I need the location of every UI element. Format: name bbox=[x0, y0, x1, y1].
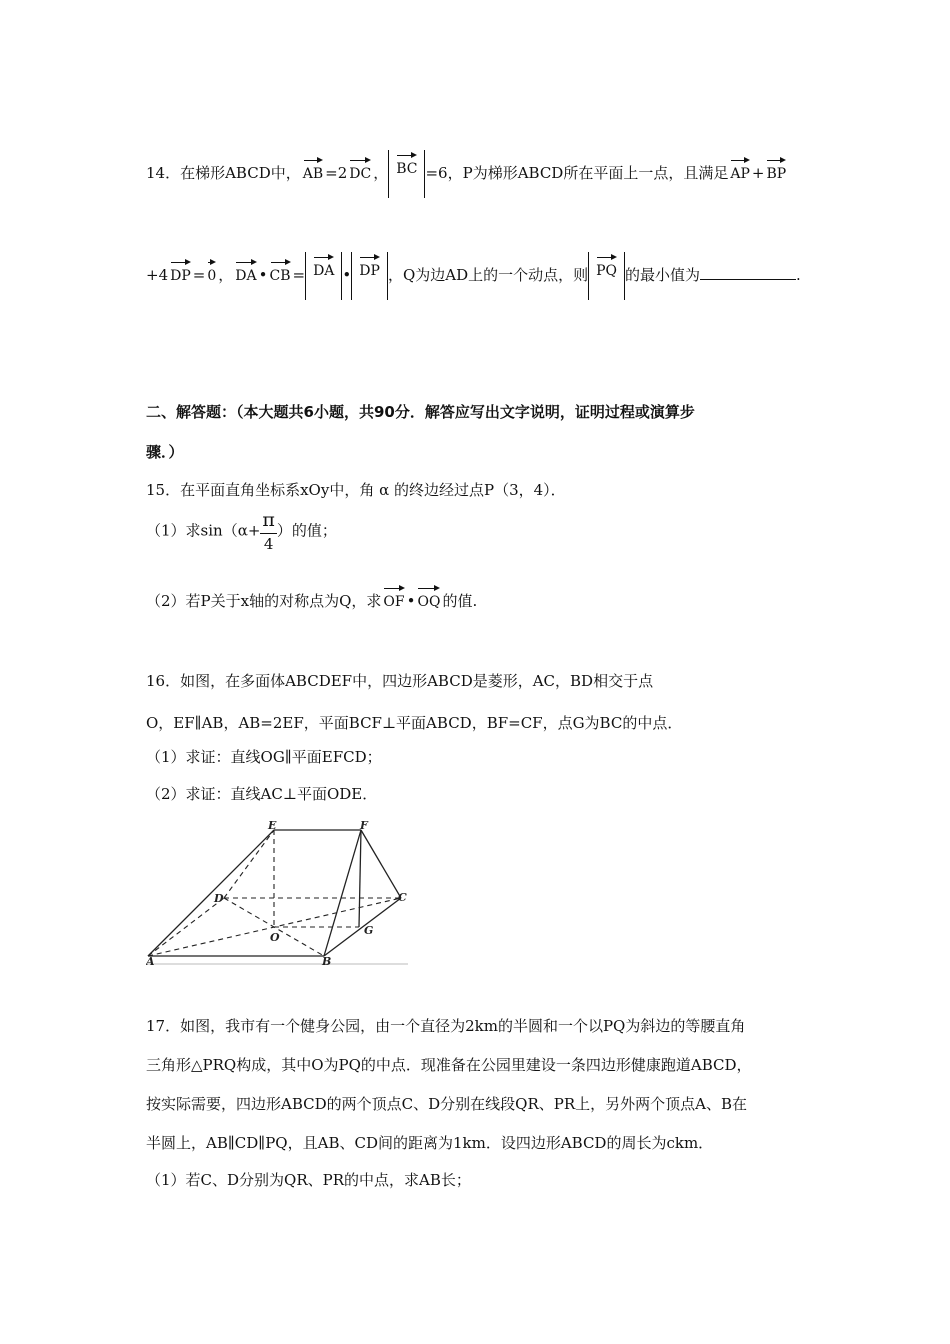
q15-part1-text-a: （1）求sin（α+ bbox=[146, 521, 261, 540]
q14-text-2g: . bbox=[796, 266, 801, 284]
label-b: B bbox=[322, 955, 332, 967]
vector-dp-abs: DP bbox=[359, 254, 380, 278]
label-f: F bbox=[360, 821, 368, 832]
vector-cb: CB bbox=[270, 259, 291, 283]
label-e: E bbox=[268, 821, 277, 832]
dot-operator: • bbox=[342, 266, 352, 284]
abs-bc bbox=[388, 150, 425, 198]
abs-pq bbox=[588, 252, 625, 300]
q15-stem: 15．在平面直角坐标系xOy中，角 α 的终边经过点P（3，4）． bbox=[146, 481, 566, 499]
vector-dp: DP bbox=[170, 259, 191, 283]
edge-de bbox=[224, 830, 274, 898]
section-heading-line1: 二、解答题：（本大题共6小题，共90分．解答应写出文字说明，证明过程或演算步 bbox=[146, 403, 695, 421]
edge-fc bbox=[361, 830, 401, 898]
q17-part1: （1）若C、D分别为QR、PR的中点，求AB长； bbox=[146, 1171, 471, 1189]
vector-of: OF bbox=[383, 585, 404, 609]
vector-dc: DC bbox=[349, 157, 371, 181]
edge-fg bbox=[359, 830, 361, 927]
q14-text-2b: = bbox=[192, 266, 206, 284]
fraction-pi-over-4 bbox=[260, 511, 277, 552]
q15-part2-text-b: 的值. bbox=[442, 592, 478, 610]
q17-line2: 三角形△PRQ构成，其中O为PQ的中点．现准备在公园里建设一条四边形健康跑道ABCD， bbox=[146, 1056, 752, 1074]
q15-part2 bbox=[146, 585, 477, 609]
answer-blank bbox=[700, 279, 796, 280]
vector-bc: BC bbox=[396, 152, 417, 176]
q14-text-2d: = bbox=[292, 266, 306, 284]
vector-da-abs: DA bbox=[313, 254, 334, 278]
abs-dp bbox=[351, 252, 388, 300]
q17-line4: 半圆上，AB∥CD∥PQ，且AB、CD间的距离为1km．设四边形ABCD的周长为ckm． bbox=[146, 1134, 714, 1152]
q14-text-2c: ， bbox=[218, 266, 234, 284]
vector-da: DA bbox=[235, 259, 256, 283]
dot-operator: • bbox=[406, 592, 416, 610]
q14-text-b: =2 bbox=[325, 164, 348, 182]
polyhedron-figure bbox=[146, 821, 410, 967]
section-heading-line2: 骤．） bbox=[146, 443, 184, 461]
dot-operator: • bbox=[258, 266, 268, 284]
label-a: A bbox=[146, 955, 155, 967]
q14-text-a: 14．在梯形ABCD中， bbox=[146, 164, 301, 182]
label-c: C bbox=[398, 891, 407, 904]
label-d: D bbox=[214, 892, 224, 905]
q16-part2: （2）求证：直线AC⊥平面ODE． bbox=[146, 785, 378, 803]
edge-fb bbox=[324, 830, 361, 956]
fraction-numerator: π bbox=[260, 511, 277, 534]
edge-ae bbox=[148, 830, 274, 956]
q14-line1 bbox=[146, 150, 788, 198]
q15-part1-text-b: ）的值； bbox=[276, 521, 337, 540]
q17-line1: 17．如图，我市有一个健身公园，由一个直径为2km的半圆和一个以PQ为斜边的等腰直角 bbox=[146, 1017, 746, 1035]
q14-text-2e: ，Q为边AD上的一个动点，则 bbox=[387, 266, 589, 284]
vector-bp: BP bbox=[766, 157, 786, 181]
q14-text-e: + bbox=[751, 164, 765, 182]
vector-ab: AB bbox=[303, 157, 323, 181]
label-g: G bbox=[364, 924, 374, 937]
q15-part1 bbox=[146, 511, 337, 552]
q14-text-d: =6，P为梯形ABCD所在平面上一点，且满足 bbox=[425, 164, 729, 182]
q16-part1: （1）求证：直线OG∥平面EFCD； bbox=[146, 748, 382, 766]
q15-part2-text-a: （2）若P关于x轴的对称点为Q，求 bbox=[146, 592, 382, 610]
q16-line2: O，EF∥AB，AB=2EF，平面BCF⊥平面ABCD，BF=CF，点G为BC的中点． bbox=[146, 714, 683, 732]
q14-line2 bbox=[146, 252, 801, 300]
vector-oq: OQ bbox=[417, 585, 440, 609]
q14-text-2a: +4 bbox=[146, 266, 169, 284]
q14-text-c: ， bbox=[373, 164, 389, 182]
q14-text-2f: 的最小值为 bbox=[625, 266, 701, 284]
fraction-denominator: 4 bbox=[263, 535, 274, 553]
vector-pq: PQ bbox=[596, 254, 617, 278]
q16-line1: 16．如图，在多面体ABCDEF中，四边形ABCD是菱形，AC，BD相交于点 bbox=[146, 672, 654, 690]
label-o: O bbox=[270, 931, 280, 944]
vector-ap: AP bbox=[730, 157, 750, 181]
abs-da bbox=[305, 252, 342, 300]
vector-zero: 0 bbox=[207, 259, 216, 283]
q17-line3: 按实际需要，四边形ABCD的两个顶点C、D分别在线段QR、PR上，另外两个顶点A、B在 bbox=[146, 1095, 747, 1113]
